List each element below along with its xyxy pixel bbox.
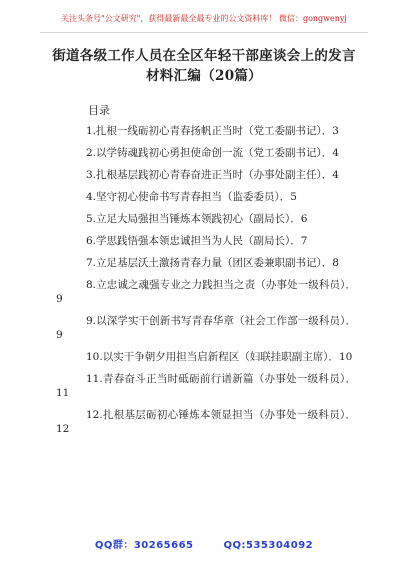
toc-item[interactable]: 3.扎根基层践初心青春奋进正当时（办事处副主任）．4 xyxy=(86,169,339,181)
toc-item[interactable]: 7.立足基层沃土激扬青春力量（团区委兼职副书记）．8 xyxy=(86,257,339,269)
toc-item[interactable]: 6.学思践悟强本领忠诚担当为人民（副局长）．7 xyxy=(86,235,308,247)
footer-qq: QQ:535304092 xyxy=(223,540,314,551)
header-notice: 关注头条号"公文研究"，获得最新最全最专业的公文资料库！ 微信：gongwenyj xyxy=(40,6,368,33)
footer-contact xyxy=(0,536,408,551)
toc-item[interactable]: 5.立足大局强担当锤炼本领践初心（副局长）．6 xyxy=(86,213,308,225)
toc-item[interactable]: 10.以实干争朝夕用担当启新程区（妇联挂职副主席）．10 xyxy=(86,351,353,363)
toc-item[interactable]: 2.以学铸魂践初心勇担使命创一流（党工委副书记）．4 xyxy=(86,147,339,159)
table-of-contents xyxy=(56,124,356,444)
toc-item[interactable]: 12.扎根基层砺初心锤炼本领显担当（办事处一级科员）．12 xyxy=(56,409,356,435)
toc-item[interactable]: 11.青春奋斗正当时砥砺前行谱新篇（办事处一级科员）．11 xyxy=(56,373,356,399)
toc-item[interactable]: 8.立忠诚之魂强专业之力践担当之责（办事处一级科员）．9 xyxy=(56,279,356,305)
document-title: 街道各级工作人员在全区年轻干部座谈会上的发言材料汇编（20篇） xyxy=(52,48,356,84)
footer-qq-group: QQ群：30265665 xyxy=(94,540,194,551)
toc-item[interactable]: 1.扎根一线砺初心青春扬帆正当时（党工委副书记）．3 xyxy=(86,125,339,137)
toc-item[interactable]: 4.坚守初心使命书写青春担当（监委委员）．5 xyxy=(86,191,297,203)
toc-item[interactable]: 9.以深学实干创新书写青春华章（社会工作部一级科员）．9 xyxy=(56,315,356,341)
toc-heading: 目录 xyxy=(88,104,110,117)
